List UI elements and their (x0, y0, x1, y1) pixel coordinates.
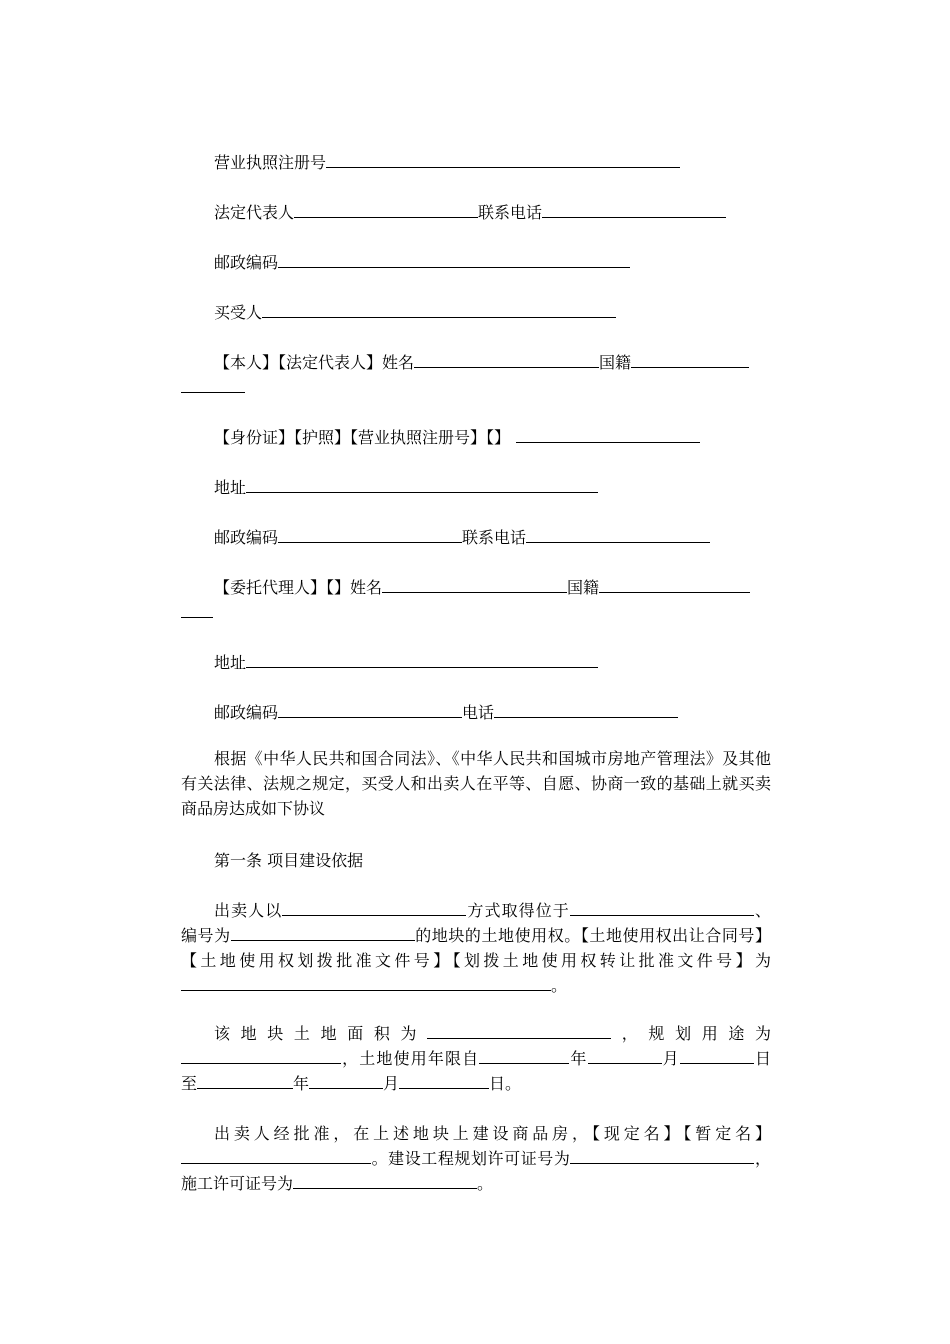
a1p1-t3: 、编号为 (181, 901, 771, 945)
agent-nationality-blank-cont[interactable] (181, 602, 213, 618)
a1p2-start-day-blank[interactable] (680, 1048, 754, 1064)
seller-license-blank[interactable] (326, 152, 680, 168)
preamble-paragraph: 根据《中华人民共和国合同法》、《中华人民共和国城市房地产管理法》及其他有关法律、法规之规定，买受人和出卖人在平等、自愿、协商一致的基础上就买卖商品房达成如下协议 (181, 749, 771, 818)
seller-license-label: 营业执照注册号 (214, 153, 327, 172)
buyer-address-blank[interactable] (246, 477, 598, 493)
agent-postcode-blank[interactable] (278, 702, 462, 718)
seller-phone-blank[interactable] (542, 202, 726, 218)
a1p3-t3: ，施工许可证号为 (181, 1149, 771, 1193)
agent-type: 【委托代理人】【】姓名 (214, 578, 383, 597)
agent-postcode-label: 邮政编码 (214, 703, 279, 722)
buyer-nationality-cont (181, 377, 245, 398)
a1p2-t4: 年 (569, 1049, 588, 1068)
a1p3-construction-permit-blank[interactable] (293, 1173, 477, 1189)
article1-heading: 第一条 项目建设依据 (214, 851, 364, 870)
seller-postcode-row (214, 252, 630, 273)
a1p3-plan-permit-blank[interactable] (570, 1148, 754, 1164)
buyer-address-label: 地址 (214, 478, 247, 497)
buyer-nationality-blank[interactable] (631, 352, 749, 368)
a1p3-name-blank[interactable] (181, 1148, 371, 1164)
a1p2-t5: 月 (661, 1049, 680, 1068)
agent-phone-blank[interactable] (494, 702, 678, 718)
buyer-person-name-blank[interactable] (414, 352, 599, 368)
buyer-phone-blank[interactable] (526, 527, 710, 543)
a1p2-end-day-blank[interactable] (399, 1073, 489, 1089)
buyer-id-row (214, 427, 700, 448)
buyer-row (214, 302, 616, 323)
buyer-postcode-row (214, 527, 710, 548)
a1p2-t7: 年 (293, 1074, 310, 1093)
a1p2-use-blank[interactable] (181, 1048, 341, 1064)
a1p1-location-blank[interactable] (570, 900, 754, 916)
agent-postcode-row (214, 702, 678, 723)
a1p2-t6: 日至 (181, 1049, 771, 1093)
buyer-postcode-blank[interactable] (278, 527, 462, 543)
a1p1-method-blank[interactable] (282, 900, 466, 916)
agent-nationality-blank[interactable] (599, 577, 750, 593)
a1p2-t1: 该地块土地面积为 (214, 1024, 428, 1043)
a1p1-number-blank[interactable] (231, 925, 415, 941)
seller-postcode-label: 邮政编码 (214, 253, 279, 272)
seller-license-row (214, 152, 680, 173)
buyer-name-row (214, 352, 749, 373)
agent-address-label: 地址 (214, 653, 247, 672)
agent-address-row (214, 652, 598, 673)
agent-phone-label: 电话 (462, 703, 495, 722)
buyer-phone-label: 联系电话 (462, 528, 527, 547)
a1p2-t8: 月 (383, 1074, 400, 1093)
a1p1-t4: 的地块的土地使用权。【土地使用权出让合同号】【土地使用权划拨批准文件号】【划拨土地使用权转让批准文件号】为 (181, 926, 771, 970)
a1p1-t2: 方式取得位于 (466, 901, 570, 920)
a1p2-t2: ，规划用途为 (611, 1024, 771, 1043)
agent-nationality-label: 国籍 (567, 578, 600, 597)
a1p2-start-year-blank[interactable] (479, 1048, 569, 1064)
a1p1-doc-number-blank[interactable] (181, 975, 551, 991)
seller-postcode-blank[interactable] (278, 252, 630, 268)
a1p2-t3: ，土地使用年限自 (341, 1049, 480, 1068)
buyer-nationality-blank-cont[interactable] (181, 377, 245, 393)
agent-name-row (214, 577, 750, 598)
seller-legal-rep-blank[interactable] (294, 202, 478, 218)
buyer-address-row (214, 477, 598, 498)
agent-name-blank[interactable] (382, 577, 567, 593)
agent-address-blank[interactable] (246, 652, 598, 668)
buyer-nationality-label: 国籍 (599, 353, 632, 372)
buyer-title: 买受人 (214, 303, 263, 322)
seller-legal-rep-row (214, 202, 726, 223)
seller-phone-label: 联系电话 (478, 203, 543, 222)
article1-para2 (181, 1021, 771, 1096)
buyer-name-blank[interactable] (262, 302, 616, 318)
a1p2-start-month-blank[interactable] (588, 1048, 662, 1064)
buyer-postcode-label: 邮政编码 (214, 528, 279, 547)
a1p3-t4: 。 (477, 1174, 494, 1193)
a1p3-t2: 。建设工程规划许可证号为 (371, 1149, 571, 1168)
buyer-id-blank[interactable] (516, 427, 700, 443)
a1p1-t1: 出卖人以 (214, 901, 283, 920)
a1p2-t9: 日。 (489, 1074, 522, 1093)
buyer-person-type: 【本人】【法定代表人】姓名 (214, 353, 415, 372)
agent-nationality-cont (181, 602, 213, 623)
buyer-id-types: 【身份证】【护照】【营业执照注册号】【】 (214, 428, 511, 447)
a1p1-t5: 。 (551, 976, 568, 995)
article1-para3 (181, 1121, 771, 1196)
a1p2-end-year-blank[interactable] (197, 1073, 293, 1089)
a1p2-end-month-blank[interactable] (309, 1073, 383, 1089)
article1-para1 (181, 898, 771, 998)
a1p2-area-blank[interactable] (427, 1023, 611, 1039)
seller-legal-rep-label: 法定代表人 (214, 203, 295, 222)
a1p3-t1: 出卖人经批准，在上述地块上建设商品房，【现定名】【暂定名】 (214, 1124, 771, 1143)
